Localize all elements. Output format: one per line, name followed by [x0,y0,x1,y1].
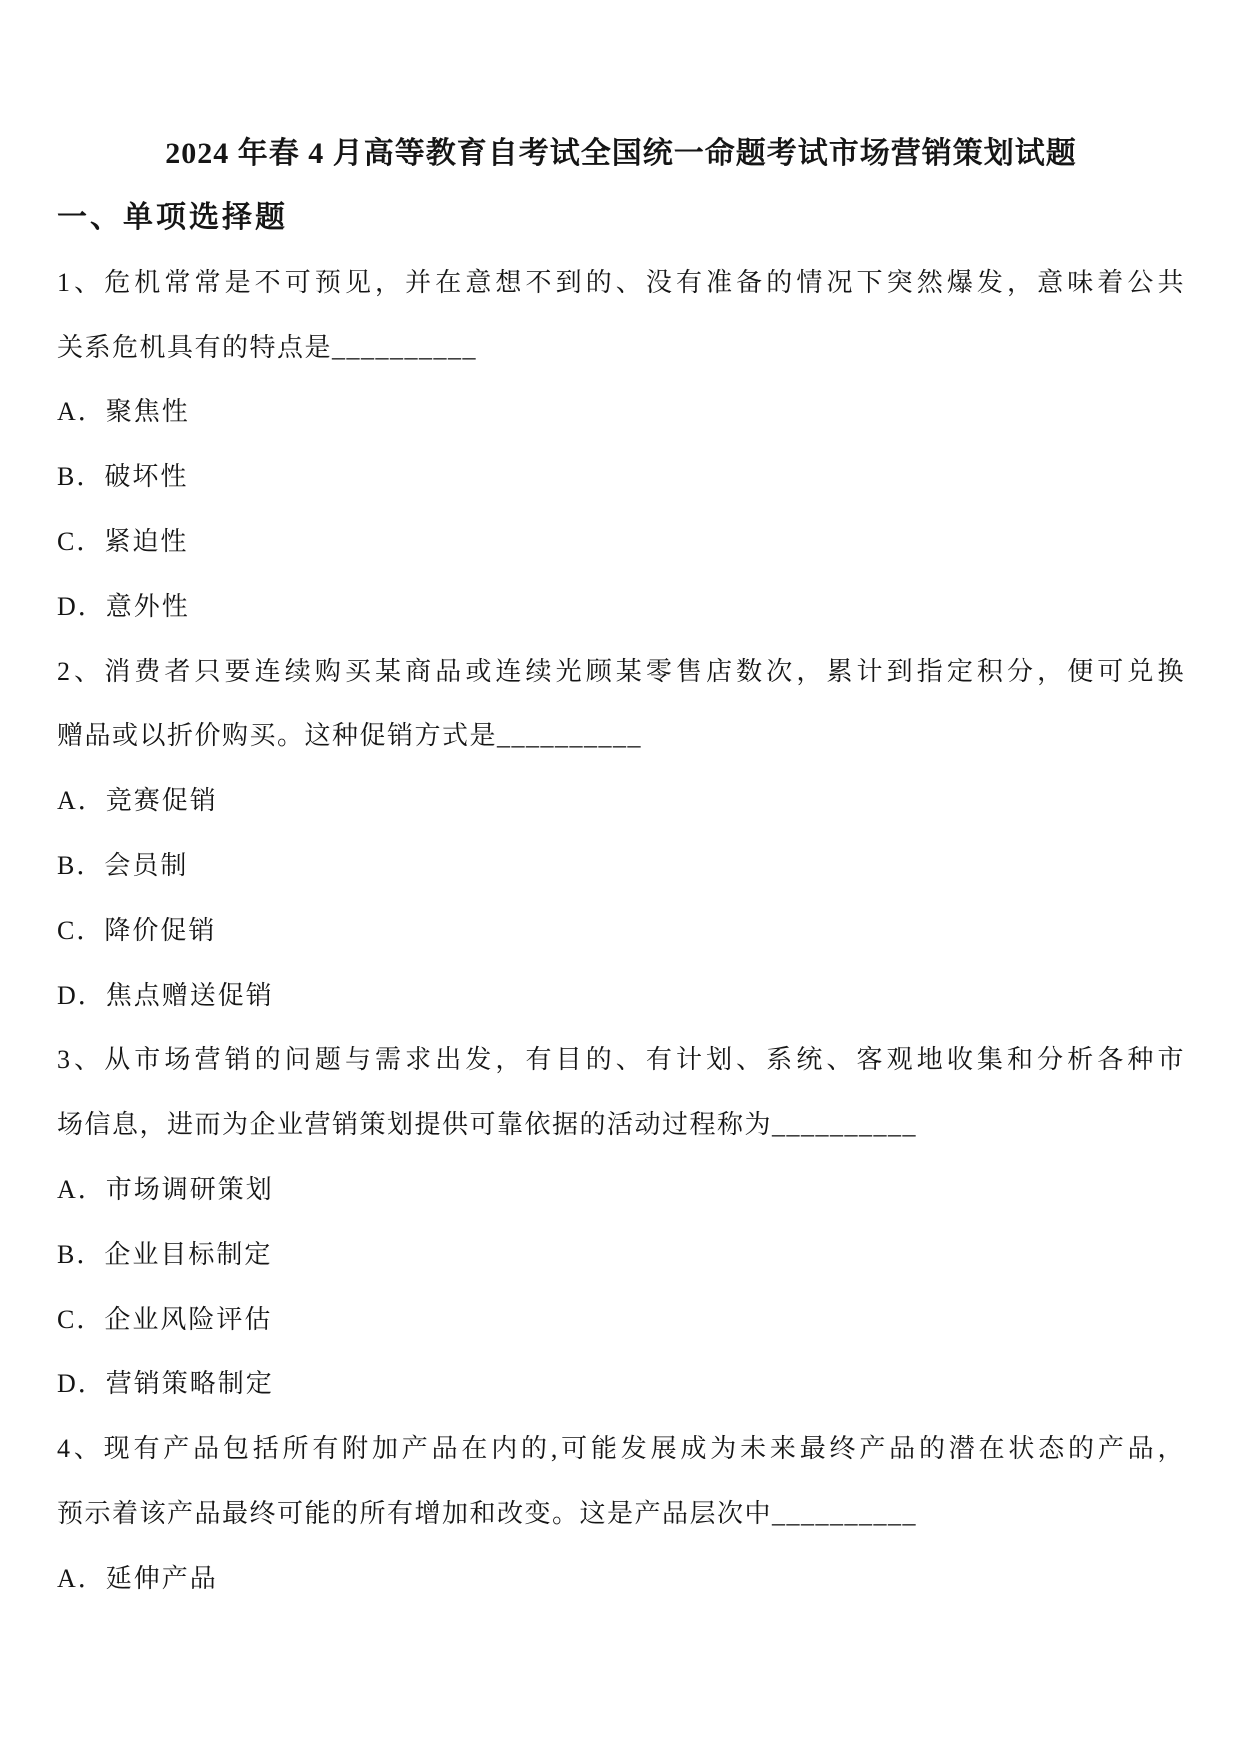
question-1-line-1: 1、危机常常是不可预见，并在意想不到的、没有准备的情况下突然爆发，意味着公共 [57,267,1185,297]
question-2-line-1: 2、消费者只要连续购买某商品或连续光顾某零售店数次，累计到指定积分，便可兑换 [57,656,1185,686]
question-3-option-d: D．营销策略制定 [57,1369,274,1399]
question-4-line-1: 4、现有产品包括所有附加产品在内的,可能发展成为未来最终产品的潜在状态的产品， [57,1434,1185,1464]
question-1-option-a: A．聚焦性 [57,397,190,427]
question-3-line-2: 场信息，进而为企业营销策划提供可靠依据的活动过程称为__________ [57,1110,918,1140]
question-2-line-2: 赠品或以折价购买。这种促销方式是__________ [57,721,643,751]
question-1-option-d: D．意外性 [57,591,190,621]
question-1 [57,251,1185,640]
question-4-option-a: A．延伸产品 [57,1563,218,1593]
question-3-option-b: B．企业目标制定 [57,1239,273,1269]
section-heading: 一、单项选择题 [57,201,288,234]
question-2-option-a: A．竞赛促销 [57,786,218,816]
question-2-option-b: B．会员制 [57,850,189,880]
question-3-line-1: 3、从市场营销的问题与需求出发，有目的、有计划、系统、客观地收集和分析各种市 [57,1045,1185,1075]
question-4-line-2: 预示着该产品最终可能的所有增加和改变。这是产品层次中__________ [57,1498,918,1528]
question-2-option-d: D．焦点赠送促销 [57,980,274,1010]
question-1-option-b: B．破坏性 [57,462,189,492]
question-3 [57,1028,1185,1417]
question-2 [57,640,1185,1029]
question-3-option-c: C．企业风险评估 [57,1304,273,1334]
question-1-option-c: C．紧迫性 [57,526,189,556]
question-3-option-a: A．市场调研策划 [57,1174,274,1204]
question-2-option-c: C．降价促销 [57,915,217,945]
page-title: 2024 年春 4 月高等教育自考试全国统一命题考试市场营销策划试题 [165,137,1077,170]
question-4 [57,1417,1185,1611]
question-1-line-2: 关系危机具有的特点是__________ [57,332,478,362]
